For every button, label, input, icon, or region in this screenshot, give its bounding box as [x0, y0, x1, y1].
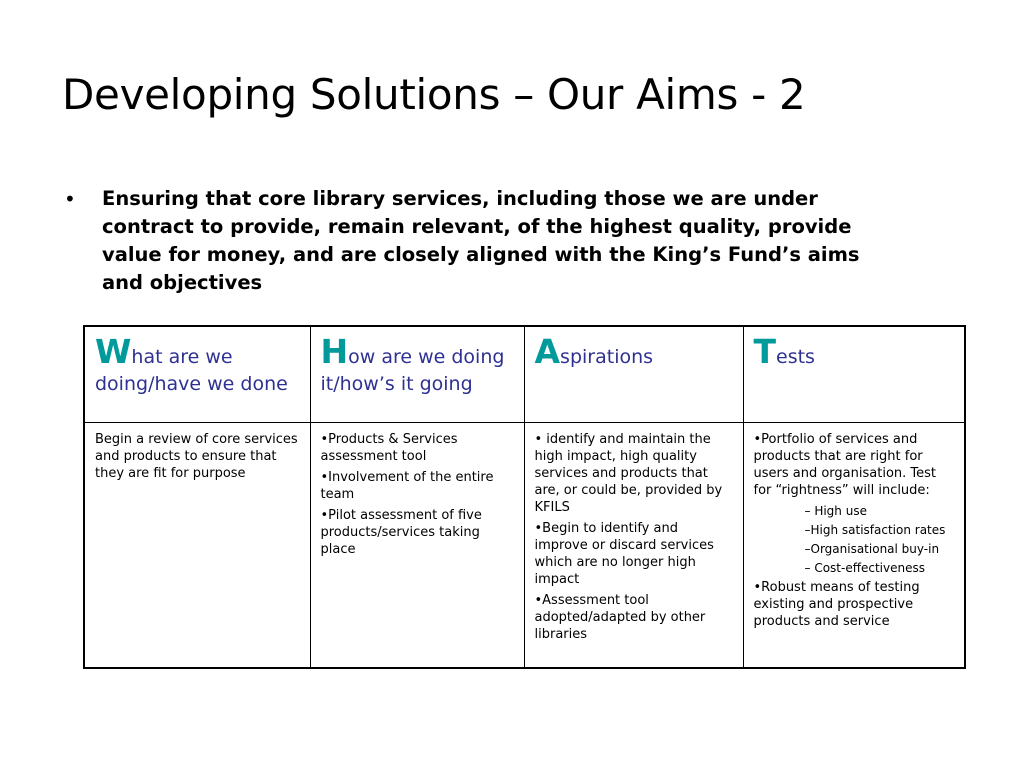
bullet-icon: • — [64, 187, 76, 211]
cell-how — [310, 422, 524, 668]
header-initial: T — [753, 332, 777, 371]
header-initial: H — [320, 332, 349, 371]
header-label: spirations — [560, 346, 654, 368]
table-header-row — [84, 326, 965, 422]
list-item: •Robust means of testing existing and prospective products and service — [753, 579, 920, 629]
aims-table — [83, 325, 966, 669]
cell-what — [84, 422, 310, 668]
list-item: •Assessment tool adopted/adapted by other libraries — [534, 592, 706, 642]
bullet-list — [62, 185, 882, 297]
header-label: hat are we doing/have we done — [95, 346, 288, 395]
header-label: ests — [776, 346, 815, 368]
list-item: •Portfolio of services and products that are right for users and organisation. Test for “rightness” will include: — [753, 431, 936, 498]
header-initial: W — [95, 332, 132, 371]
list-item: •Begin to identify and improve or discard services which are no longer high impact — [534, 520, 714, 587]
cell-text: Begin a review of core services and products to ensure that they are fit for purpose — [95, 431, 298, 481]
cell-aspirations — [524, 422, 743, 668]
sub-list-item: –Organisational buy-in — [804, 541, 940, 556]
header-initial: A — [534, 332, 561, 371]
sub-list-item: – High use — [804, 503, 867, 518]
header-aspirations — [524, 326, 743, 422]
list-item: •Involvement of the entire team — [320, 469, 494, 502]
sub-list-item: – Cost-effectiveness — [804, 560, 925, 575]
header-label: ow are we doing it/how’s it going — [320, 346, 505, 395]
list-item: • identify and maintain the high impact, high quality services and products that are, or could be, provided by KFILS — [534, 431, 723, 515]
bullet-item — [62, 185, 882, 297]
bullet-text: Ensuring that core library services, including those we are under contract to provide, remain relevant, of the highest quality, provide value for money, and are closely aligned with the King’s Fund’s aims and objectives — [102, 187, 860, 294]
cell-tests — [743, 422, 965, 668]
header-tests — [743, 326, 965, 422]
slide-title: Developing Solutions – Our Aims - 2 — [62, 70, 806, 119]
table-row — [84, 422, 965, 668]
list-item: •Pilot assessment of five products/services taking place — [320, 507, 482, 557]
header-how — [310, 326, 524, 422]
sub-list-item: –High satisfaction rates — [804, 522, 946, 537]
list-item: •Products & Services assessment tool — [320, 431, 458, 464]
header-what — [84, 326, 310, 422]
